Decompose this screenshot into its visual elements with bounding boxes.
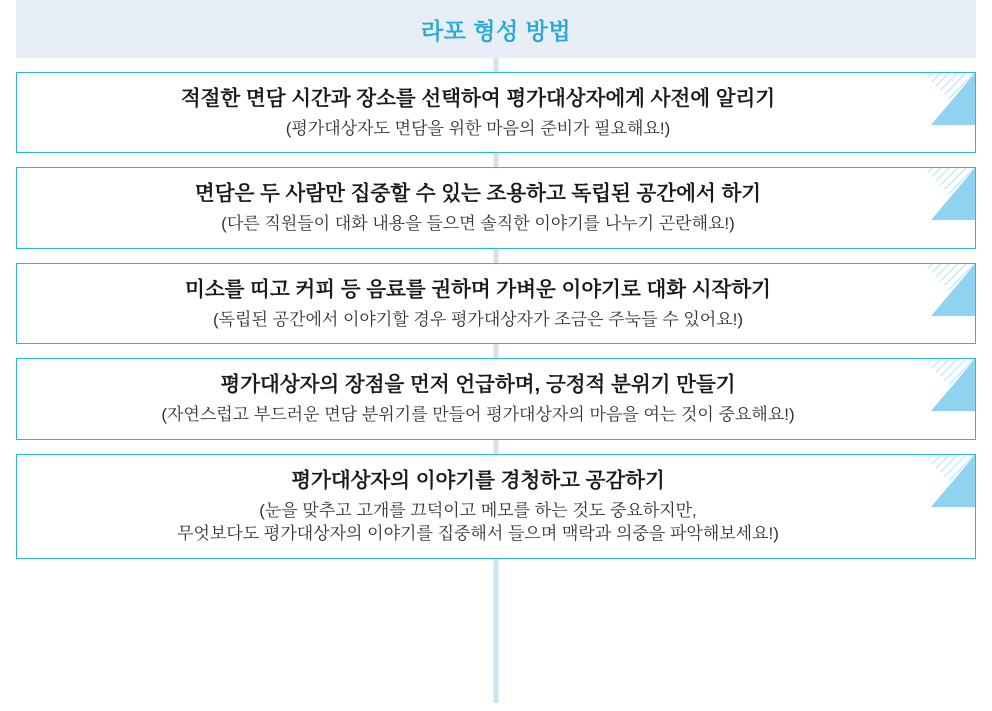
step-sub-text: [35, 212, 921, 236]
step-box: [16, 263, 976, 344]
hatched-corner-icon: [923, 168, 975, 220]
step-sub-line: (눈을 맞추고 고개를 끄덕이고 메모를 하는 것도 중요하지만,: [259, 500, 697, 520]
step-sub-text: [35, 403, 921, 427]
step-sub-line: (독립된 공간에서 이야기할 경우 평가대상자가 조금은 주눅들 수 있어요!): [212, 309, 744, 329]
hatched-corner-icon: [923, 359, 975, 411]
step-main-text: 미소를 띠고 커피 등 음료를 권하며 가벼운 이야기로 대화 시작하기: [185, 277, 771, 301]
diagram-title-bar: [16, 0, 976, 58]
step-sub-line: (평가대상자도 면담을 위한 마음의 준비가 필요해요!): [285, 118, 671, 138]
step-main-text: 적절한 면담 시간과 장소를 선택하여 평가대상자에게 사전에 알리기: [180, 87, 776, 110]
step-sub-line: (다른 직원들이 대화 내용을 들으면 솔직한 이야기를 나누기 곤란해요!): [221, 214, 735, 234]
step-main-text: 평가대상자의 장점을 먼저 언급하며, 긍정적 분위기 만들기: [220, 373, 736, 397]
step-sub-line: 무엇보다도 평가대상자의 이야기를 집중해서 들으며 맥락과 의중을 파악해보세요!): [177, 524, 779, 544]
step-box: [16, 72, 976, 153]
page-title: 라포 형성 방법: [420, 17, 572, 44]
step-sub-text: [35, 499, 921, 547]
step-box: [16, 167, 976, 248]
step-sub-text: [35, 117, 921, 141]
step-box: [16, 358, 976, 439]
step-main-text: 면담은 두 사람만 집중할 수 있는 조용하고 독립된 공간에서 하기: [194, 182, 762, 206]
hatched-corner-icon: [923, 264, 975, 316]
step-box: [16, 454, 976, 559]
hatched-corner-icon: [923, 73, 975, 125]
step-list: [16, 58, 976, 559]
step-sub-text: [35, 308, 921, 332]
step-sub-line: (자연스럽고 부드러운 면담 분위기를 만들어 평가대상자의 마음을 여는 것이 중요해요!): [161, 405, 795, 425]
hatched-corner-icon: [923, 455, 975, 507]
step-main-text: 평가대상자의 이야기를 경청하고 공감하기: [291, 468, 665, 492]
